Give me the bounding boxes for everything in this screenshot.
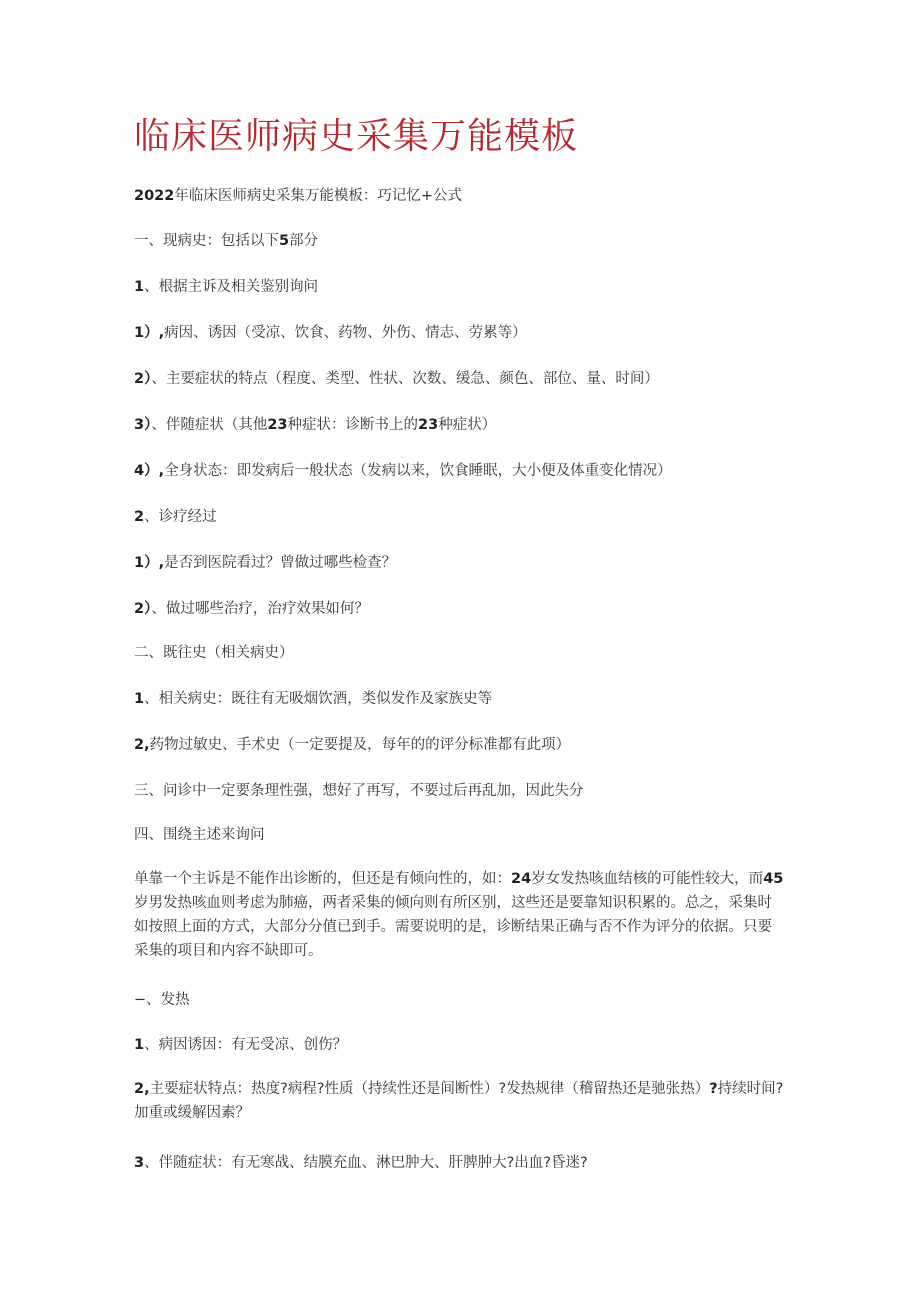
bold-text-run: 45 [763,871,784,887]
bold-text-run: 1 [134,1037,145,1053]
bold-text-run: ? [709,1081,718,1097]
list-item-hospital-visit [134,552,396,574]
list-item-cause-trigger [134,322,527,344]
text-run: 、相关病史：既往有无吸烟饮酒，类似发作及家族史等 [144,691,493,707]
text-run: 、诊疗经过 [144,509,217,525]
text-run: 全身状态：即发病后一般状态（发病以来，饮食睡眠，大小便及体重变化情况） [164,463,672,479]
text-run: 、伴随症状（其他 [151,417,268,433]
bold-text-run: 3） [134,417,152,433]
text-run: 、根据主诉及相关鉴别询问 [144,279,319,295]
text-run: 单靠一个主诉是不能作出诊断的，但还是有倾向性的，如： [134,871,511,887]
bold-text-run: 23 [267,417,288,433]
list-item-fever-features [134,1077,784,1125]
bold-text-run: 1）, [134,555,165,571]
bold-text-run: 1）, [134,325,165,341]
text-run: 、病因诱因：有无受凉、创伤？ [144,1037,348,1053]
text-run: 四、围绕主述来询问 [134,827,265,843]
section-heading-inquiry-order [134,780,584,802]
bold-text-run: 2 [134,509,145,525]
list-item-accompanying-symptom [134,414,496,436]
text-run: −、发热 [134,992,190,1008]
text-run: 主要症状特点：热度?病程?性质（持续性还是间断性）?发热规律（稽留热还是驰张热） [149,1081,710,1097]
intro-line [134,185,462,207]
text-run: 一、现病史：包括以下 [134,233,279,249]
list-item-fever-accompanying [134,1152,588,1174]
bold-text-run: 4）, [134,463,165,479]
bold-text-run: 1 [134,279,145,295]
text-run: 病因、诱因（受凉、饮食、药物、外伤、情志、劳累等） [164,325,527,341]
text-run: 、主要症状的特点（程度、类型、性状、次数、缓急、颜色、部位、量、时间） [151,371,659,387]
list-item-fever-cause [134,1034,347,1056]
bold-text-run: 2, [134,1081,150,1097]
bold-text-run: 2, [134,737,150,753]
text-run: 、做过哪些治疗，治疗效果如何？ [151,601,369,617]
text-run: 种症状：诊断书上的 [287,417,419,433]
list-item-treatment-history [134,506,217,528]
list-item-allergy-surgery [134,734,570,756]
list-item-treatment-effect [134,598,369,620]
section-heading-chief-complaint [134,824,265,846]
bold-text-run: 5 [279,233,290,249]
bold-text-run: 2） [134,371,152,387]
section-heading-past-history [134,642,294,664]
bold-text-run: 2） [134,601,152,617]
list-item-chief-complaint [134,276,318,298]
explanation-paragraph [134,867,784,963]
list-item-main-symptom [134,368,659,390]
list-item-general-status [134,460,672,482]
bold-text-run: 24 [511,871,532,887]
text-run: 种症状） [438,417,497,433]
bold-text-run: 23 [418,417,439,433]
text-run: 年临床医师病史采集万能模板：巧记忆+公式 [174,188,463,204]
text-run: 岁女发热咳血结核的可能性较大，而 [531,871,764,887]
text-run: 是否到医院看过？曾做过哪些检查？ [164,555,397,571]
text-run: 部分 [289,233,319,249]
bold-text-run: 3 [134,1155,145,1171]
section-heading-present-illness [134,230,318,252]
text-run: 药物过敏史、手术史（一定要提及，每年的的评分标准都有此项） [149,737,571,753]
section-heading-fever [134,989,190,1011]
text-run: 持续时间?加重或缓解因素？ [134,1081,784,1121]
bold-text-run: 1 [134,691,145,707]
text-run: 二、既往史（相关病史） [134,645,294,661]
text-run: 三、问诊中一定要条理性强，想好了再写，不要过后再乱加，因此失分 [134,783,584,799]
text-run: 岁男发热咳血则考虑为肺癌，两者采集的倾向则有所区别，这些还是要靠知识积累的。总之，采集时如按照上面的方式，大部分分值已到手。需要说明的是，诊断结果正确与否不作为评分的依据。只要采集的项目和内容不缺即可。 [134,895,772,959]
bold-text-run: 2022 [134,188,175,204]
list-item-related-history [134,688,492,710]
text-run: 、伴随症状：有无寒战、结膜充血、淋巴肿大、肝脾肿大?出血?昏迷? [144,1155,588,1171]
document-title: 临床医师病史采集万能模板 [134,116,579,157]
